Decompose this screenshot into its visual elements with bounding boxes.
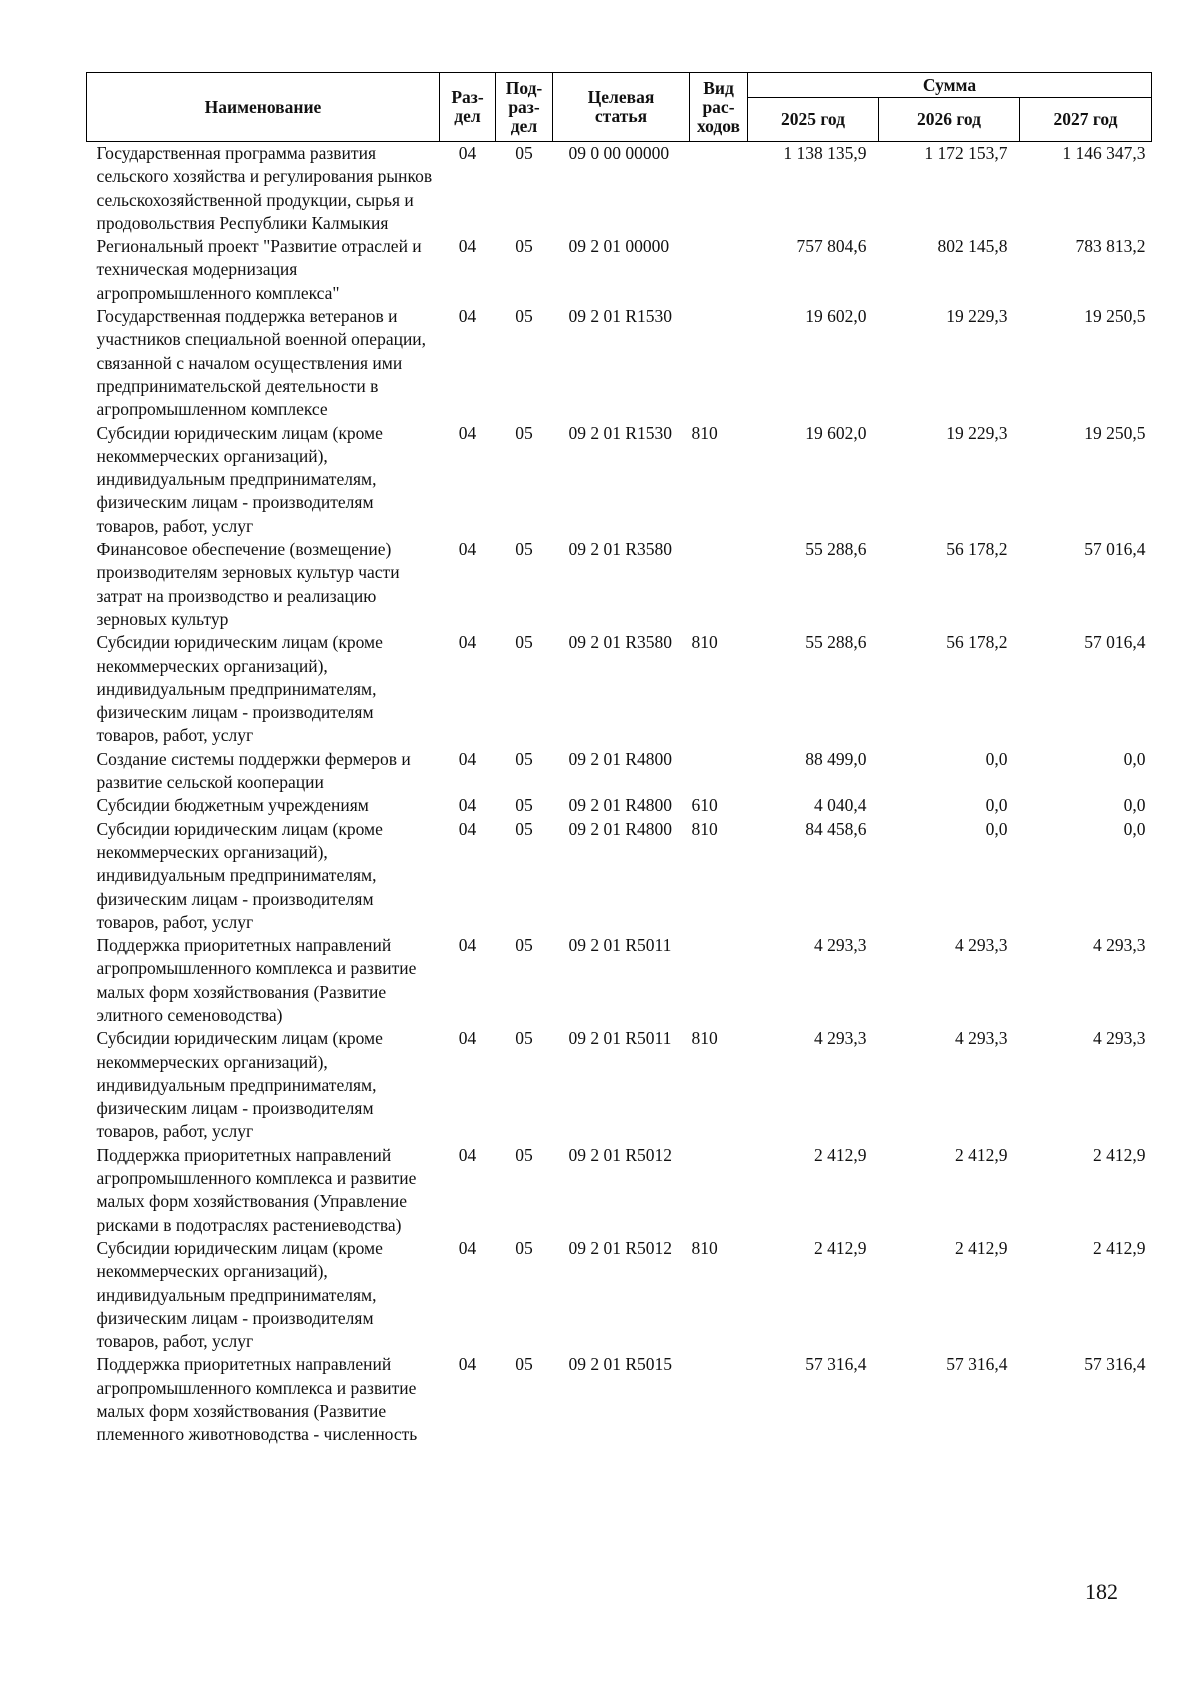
row-amount-2025: 1 138 135,9 — [783, 143, 867, 163]
row-razdel: 04 — [458, 1237, 477, 1258]
row-name: Поддержка приоритетных направлений агропромышленного комплекса и развитие малых форм хозяйствования (Развитие элитного семеноводства) — [96, 935, 417, 1025]
row-celevaya-statya: 09 2 01 R5012 — [568, 1237, 673, 1258]
header-year-2026: 2026 год — [879, 98, 1020, 142]
row-celevaya-statya: 09 2 01 R3580 — [568, 632, 673, 653]
row-name: Субсидии юридическим лицам (кроме некоммерческих организаций), индивидуальным предпринимателям, физическим лицам - производителям товаров, работ, услуг — [96, 422, 383, 536]
header-name: Наименование — [87, 73, 440, 142]
header-year-2027: 2027 год — [1020, 98, 1152, 142]
row-razdel: 04 — [458, 818, 477, 839]
row-razdel: 04 — [458, 748, 477, 769]
budget-table — [86, 72, 1152, 1447]
table-header — [87, 73, 1152, 142]
row-podrazdel: 05 — [515, 935, 533, 956]
row-amount-2027: 1 146 347,3 — [1062, 143, 1146, 163]
table-row — [87, 818, 1152, 934]
row-amount-2025: 4 040,4 — [814, 795, 867, 816]
table-body — [87, 142, 1152, 1447]
header-vid-rashodov — [690, 73, 748, 142]
row-name: Региональный проект "Развитие отраслей и техническая модернизация агропромышленного комплекса" — [96, 236, 422, 303]
row-razdel: 04 — [458, 795, 477, 816]
row-name: Поддержка приоритетных направлений агропромышленного комплекса и развитие малых форм хозяйствования (Управление рисками в подотраслях растениеводства) — [96, 1144, 417, 1235]
row-celevaya-statya: 09 2 01 R1530 — [568, 306, 673, 327]
row-amount-2026: 4 293,3 — [955, 935, 1008, 956]
row-vid-rashodov: 810 — [691, 1028, 718, 1049]
row-name: Финансовое обеспечение (возмещение) производителям зерновых культур части затрат на производство и реализацию зерновых культур — [96, 539, 400, 629]
row-amount-2027: 19 250,5 — [1084, 306, 1146, 327]
row-podrazdel: 05 — [515, 818, 533, 839]
row-celevaya-statya: 09 2 01 R4800 — [568, 795, 673, 816]
row-amount-2026: 1 172 153,7 — [924, 143, 1008, 163]
row-amount-2026: 0,0 — [985, 818, 1008, 839]
row-amount-2027: 0,0 — [1123, 795, 1146, 816]
row-name: Субсидии бюджетным учреждениям — [96, 795, 369, 816]
row-amount-2025: 55 288,6 — [805, 632, 867, 653]
header-vid-text: Вид рас- ходов — [697, 77, 740, 136]
row-amount-2025: 2 412,9 — [814, 1144, 867, 1165]
header-razdel — [440, 73, 496, 142]
row-podrazdel: 05 — [515, 1144, 533, 1165]
row-podrazdel: 05 — [515, 632, 533, 653]
row-amount-2026: 4 293,3 — [955, 1028, 1008, 1049]
row-podrazdel: 05 — [515, 748, 533, 769]
row-amount-2027: 2 412,9 — [1093, 1144, 1146, 1165]
row-amount-2027: 57 016,4 — [1084, 632, 1146, 653]
row-razdel: 04 — [458, 935, 477, 956]
row-razdel: 04 — [458, 236, 477, 257]
row-celevaya-statya: 09 2 01 R5015 — [568, 1354, 673, 1375]
table-row — [87, 1237, 1152, 1353]
table-row — [87, 1144, 1152, 1237]
row-amount-2027: 2 412,9 — [1093, 1237, 1146, 1258]
table-row — [87, 631, 1152, 747]
row-amount-2025: 757 804,6 — [796, 236, 867, 257]
row-vid-rashodov — [690, 1144, 748, 1237]
row-amount-2026: 19 229,3 — [946, 306, 1008, 327]
row-vid-rashodov — [690, 538, 748, 631]
header-celevaya-text: Целевая статья — [587, 87, 655, 126]
table-row — [87, 794, 1152, 817]
row-vid-rashodov — [690, 1353, 748, 1446]
row-podrazdel: 05 — [515, 1237, 533, 1258]
row-razdel: 04 — [458, 632, 477, 653]
row-amount-2025: 19 602,0 — [805, 422, 867, 443]
row-amount-2027: 783 813,2 — [1075, 236, 1146, 257]
row-celevaya-statya: 09 0 00 00000 — [568, 143, 670, 163]
row-amount-2026: 802 145,8 — [937, 236, 1008, 257]
table-row — [87, 305, 1152, 421]
row-name: Государственная поддержка ветеранов и участников специальной военной операции, связанной с началом осуществления ими предпринимательской деятельности в агропромышленном комплексе — [96, 306, 427, 420]
table-row — [87, 235, 1152, 305]
row-amount-2026: 57 316,4 — [946, 1354, 1008, 1375]
row-podrazdel: 05 — [515, 422, 533, 443]
row-vid-rashodov: 810 — [691, 818, 718, 839]
row-name: Субсидии юридическим лицам (кроме некоммерческих организаций), индивидуальным предпринимателям, физическим лицам - производителям товаров, работ, услуг — [96, 1237, 383, 1352]
row-amount-2027: 0,0 — [1123, 748, 1146, 769]
row-razdel: 04 — [458, 1028, 477, 1049]
row-vid-rashodov: 810 — [691, 632, 718, 653]
row-amount-2025: 57 316,4 — [805, 1354, 867, 1375]
table-row — [87, 1353, 1152, 1446]
row-celevaya-statya: 09 2 01 R4800 — [568, 818, 673, 839]
row-amount-2026: 0,0 — [985, 795, 1008, 816]
row-amount-2025: 4 293,3 — [814, 1028, 867, 1049]
row-celevaya-statya: 09 2 01 R4800 — [568, 748, 673, 769]
header-celevaya-statya — [553, 73, 690, 142]
row-vid-rashodov — [690, 235, 748, 305]
row-vid-rashodov — [690, 934, 748, 1027]
row-razdel: 04 — [458, 422, 477, 443]
row-celevaya-statya: 09 2 01 R5011 — [568, 1028, 672, 1049]
table-row — [87, 142, 1152, 236]
row-razdel: 04 — [458, 539, 477, 560]
table-row — [87, 538, 1152, 631]
row-amount-2027: 0,0 — [1123, 818, 1146, 839]
row-amount-2025: 88 499,0 — [805, 748, 867, 769]
header-podrazdel-text: Под- раз- дел — [505, 77, 543, 136]
row-vid-rashodov — [690, 305, 748, 421]
table-row — [87, 748, 1152, 795]
row-podrazdel: 05 — [515, 1354, 533, 1375]
row-vid-rashodov — [690, 142, 748, 236]
row-amount-2026: 19 229,3 — [946, 422, 1008, 443]
row-podrazdel: 05 — [515, 236, 533, 257]
row-amount-2026: 2 412,9 — [955, 1144, 1008, 1165]
row-name: Создание системы поддержки фермеров и развитие сельской кооперации — [96, 748, 411, 793]
row-amount-2025: 84 458,6 — [805, 818, 867, 839]
row-celevaya-statya: 09 2 01 R5012 — [568, 1144, 673, 1165]
row-celevaya-statya: 09 2 01 00000 — [568, 236, 670, 257]
row-amount-2026: 56 178,2 — [946, 539, 1008, 560]
row-razdel: 04 — [458, 1144, 477, 1165]
table-row — [87, 934, 1152, 1027]
row-amount-2026: 56 178,2 — [946, 632, 1008, 653]
header-razdel-text: Раз- дел — [451, 87, 484, 126]
header-year-2025: 2025 год — [748, 98, 879, 142]
row-name: Государственная программа развития сельского хозяйства и регулирования рынков сельскохозяйственной продукции, сырья и продовольствия Республики Калмыкия — [96, 143, 433, 233]
row-amount-2027: 4 293,3 — [1093, 935, 1146, 956]
header-summa: Сумма — [748, 73, 1152, 98]
row-name: Субсидии юридическим лицам (кроме некоммерческих организаций), индивидуальным предпринимателям, физическим лицам - производителям товаров, работ, услуг — [96, 818, 383, 932]
row-amount-2025: 4 293,3 — [814, 935, 867, 956]
row-name: Субсидии юридическим лицам (кроме некоммерческих организаций), индивидуальным предпринимателям, физическим лицам - производителям товаров, работ, услуг — [96, 632, 383, 746]
row-vid-rashodov: 810 — [691, 1237, 718, 1258]
row-amount-2027: 57 316,4 — [1084, 1354, 1146, 1375]
row-celevaya-statya: 09 2 01 R5011 — [568, 935, 672, 956]
row-amount-2025: 2 412,9 — [814, 1237, 867, 1258]
row-podrazdel: 05 — [515, 539, 533, 560]
row-podrazdel: 05 — [515, 143, 533, 163]
row-podrazdel: 05 — [515, 795, 533, 816]
row-name: Субсидии юридическим лицам (кроме некоммерческих организаций), индивидуальным предпринимателям, физическим лицам - производителям товаров, работ, услуг — [96, 1028, 383, 1142]
table-row — [87, 1027, 1152, 1143]
row-amount-2026: 2 412,9 — [955, 1237, 1008, 1258]
row-amount-2027: 57 016,4 — [1084, 539, 1146, 560]
row-podrazdel: 05 — [515, 1028, 533, 1049]
row-name: Поддержка приоритетных направлений агропромышленного комплекса и развитие малых форм хозяйствования (Развитие племенного животноводства - численность — [96, 1354, 418, 1445]
header-podrazdel — [496, 73, 553, 142]
row-razdel: 04 — [458, 143, 477, 163]
row-amount-2025: 55 288,6 — [805, 539, 867, 560]
row-amount-2025: 19 602,0 — [805, 306, 867, 327]
row-vid-rashodov: 610 — [691, 795, 718, 816]
row-celevaya-statya: 09 2 01 R3580 — [568, 539, 673, 560]
table-row — [87, 422, 1152, 538]
row-celevaya-statya: 09 2 01 R1530 — [568, 422, 673, 443]
row-razdel: 04 — [458, 306, 477, 327]
row-amount-2026: 0,0 — [985, 748, 1008, 769]
row-razdel: 04 — [458, 1354, 477, 1375]
row-amount-2027: 4 293,3 — [1093, 1028, 1146, 1049]
page-number: 182 — [1085, 1579, 1118, 1604]
row-vid-rashodov: 810 — [691, 422, 718, 443]
row-podrazdel: 05 — [515, 306, 533, 327]
row-amount-2027: 19 250,5 — [1084, 422, 1146, 443]
row-vid-rashodov — [690, 748, 748, 795]
